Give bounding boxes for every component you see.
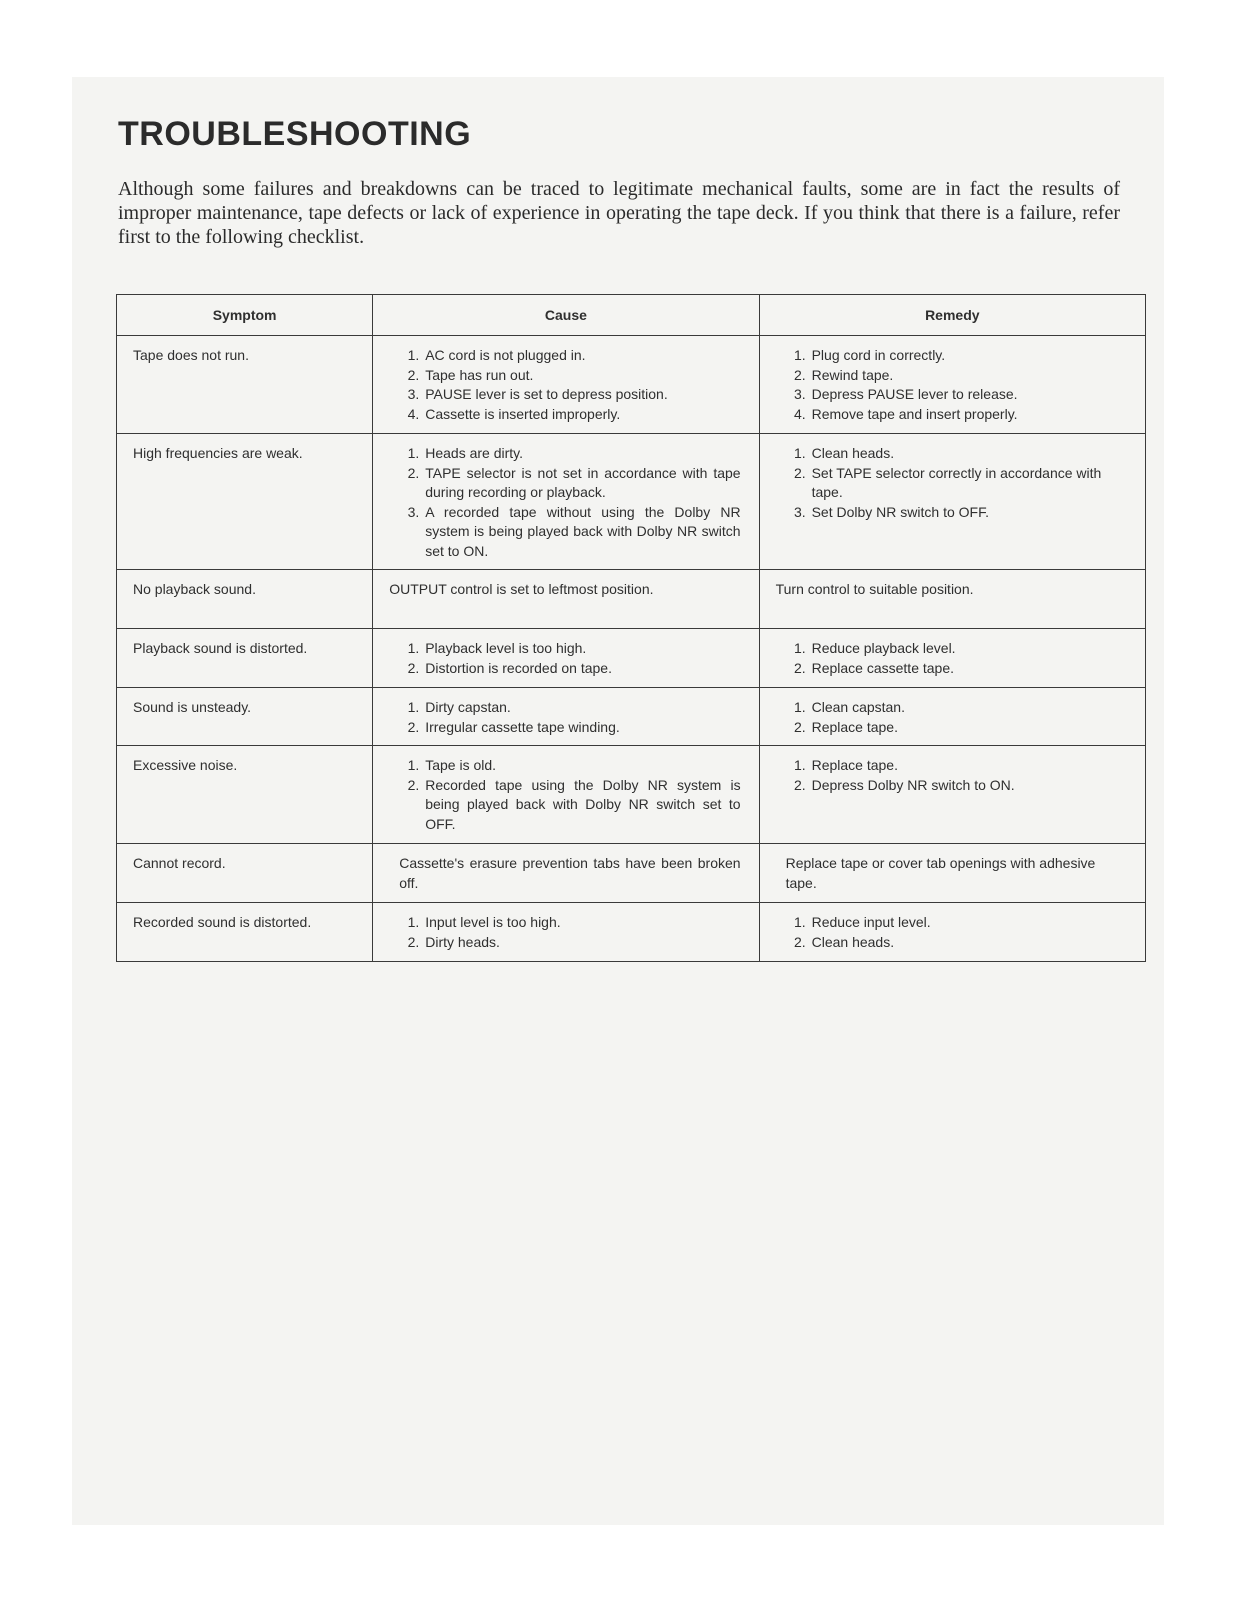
symptom-cell: Recorded sound is distorted. [117,903,373,962]
cause-cell [373,844,759,903]
symptom-cell: Cannot record. [117,844,373,903]
remedy-list [786,444,1127,522]
cause-item: 1. AC cord is not plugged in. [423,346,740,366]
cause-text: OUTPUT control is set to leftmost position. [389,581,654,597]
table-header [117,295,1146,336]
remedy-item: 2. Set TAPE selector correctly in accordance with tape. [810,464,1127,503]
cause-item: 1. Input level is too high. [423,913,740,933]
cause-item: 1. Dirty capstan. [423,698,740,718]
table-row [117,570,1146,629]
remedy-text: Turn control to suitable position. [775,581,974,597]
remedy-item: 1. Clean heads. [810,444,1127,464]
table-row [117,688,1146,746]
remedy-list [786,639,1127,678]
remedy-cell [759,844,1145,903]
cause-item: 3. PAUSE lever is set to depress position. [423,385,740,405]
cause-item: 2. TAPE selector is not set in accordance with tape during recording or playback. [423,464,740,503]
cause-cell [373,336,759,434]
table-row [117,336,1146,434]
cause-item: 1. Tape is old. [423,756,740,776]
cause-item: 2. Irregular cassette tape winding. [423,718,740,738]
table-row [117,746,1146,844]
table-body [117,336,1146,962]
troubleshooting-table [116,294,1146,962]
cause-item: 2. Distortion is recorded on tape. [423,659,740,679]
remedy-item: 1. Reduce playback level. [810,639,1127,659]
remedy-item: 1. Clean capstan. [810,698,1127,718]
cause-list [399,444,740,561]
remedy-cell [759,903,1145,962]
remedy-item: 4. Remove tape and insert properly. [810,405,1127,425]
cause-list [399,756,740,834]
symptom-cell: High frequencies are weak. [117,434,373,570]
remedy-item: 1. Replace tape. [810,756,1127,776]
remedy-item: 2. Rewind tape. [810,366,1127,386]
header-cause: Cause [373,295,759,336]
symptom-cell: Tape does not run. [117,336,373,434]
header-remedy: Remedy [759,295,1145,336]
cause-item: 2. Dirty heads. [423,933,740,953]
remedy-cell [759,688,1145,746]
remedy-item: 1. Reduce input level. [810,913,1127,933]
remedy-list [786,756,1127,795]
cause-cell [373,434,759,570]
cause-list [399,639,740,678]
manual-page [72,77,1164,1525]
cause-item: 2. Recorded tape using the Dolby NR system is being played back with Dolby NR switch set to OFF. [423,776,740,835]
cause-item: 1. Playback level is too high. [423,639,740,659]
cause-cell [373,903,759,962]
remedy-item: 1. Plug cord in correctly. [810,346,1127,366]
cause-item: 3. A recorded tape without using the Dolby NR system is being played back with Dolby NR switch set to ON. [423,503,740,562]
header-row [117,295,1146,336]
remedy-list [786,913,1127,952]
table-row [117,844,1146,903]
remedy-item: 2. Replace tape. [810,718,1127,738]
page-title: TROUBLESHOOTING [118,115,472,153]
symptom-cell: Excessive noise. [117,746,373,844]
cause-cell [373,746,759,844]
remedy-item: 2. Replace cassette tape. [810,659,1127,679]
intro-paragraph: Although some failures and breakdowns can be traced to legitimate mechanical faults, some are in fact the results of improper maintenance, tape defects or lack of experience in operating the tape deck. If you think that there is a failure, refer first to the following checklist. [118,178,1120,248]
remedy-cell [759,434,1145,570]
remedy-list [786,346,1127,424]
remedy-cell [759,746,1145,844]
cause-cell [373,629,759,688]
cause-cell [373,570,759,629]
cause-cell [373,688,759,746]
remedy-item: 3. Depress PAUSE lever to release. [810,385,1127,405]
table-row [117,434,1146,570]
remedy-cell [759,570,1145,629]
symptom-cell: No playback sound. [117,570,373,629]
table-row [117,903,1146,962]
cause-list [399,346,740,424]
symptom-cell: Playback sound is distorted. [117,629,373,688]
cause-item: 4. Cassette is inserted improperly. [423,405,740,425]
header-symptom: Symptom [117,295,373,336]
table-row [117,629,1146,688]
remedy-item: 2. Depress Dolby NR switch to ON. [810,776,1127,796]
remedy-item: 3. Set Dolby NR switch to OFF. [810,503,1127,523]
cause-text: Cassette's erasure prevention tabs have been broken off. [399,855,741,891]
remedy-text: Replace tape or cover tab openings with adhesive tape. [785,855,1096,891]
cause-item: 2. Tape has run out. [423,366,740,386]
cause-item: 1. Heads are dirty. [423,444,740,464]
cause-list [399,698,740,737]
symptom-cell: Sound is unsteady. [117,688,373,746]
remedy-item: 2. Clean heads. [810,933,1127,953]
remedy-list [786,698,1127,737]
remedy-cell [759,629,1145,688]
cause-list [399,913,740,952]
remedy-cell [759,336,1145,434]
